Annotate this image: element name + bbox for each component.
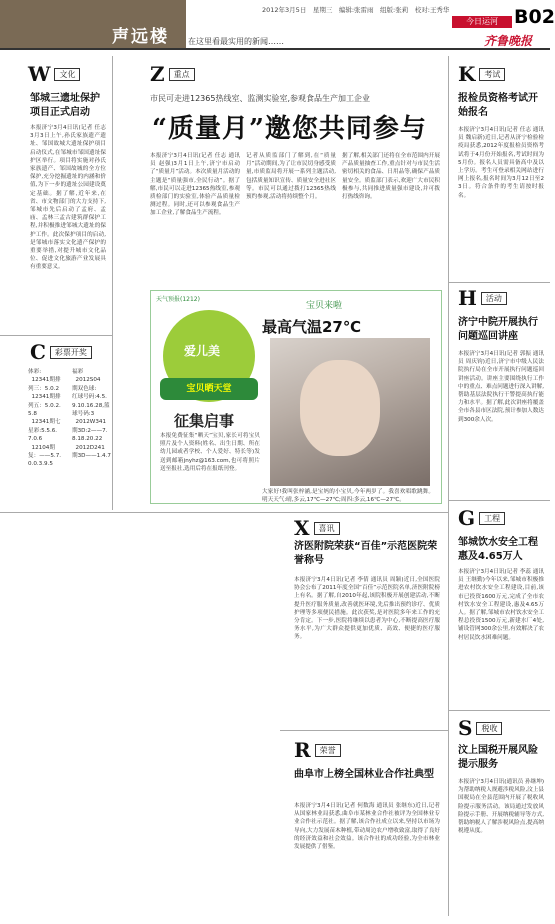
culture-headline: 邹城三遗址保护项目正式启动 xyxy=(30,93,100,118)
focus-body-col3: 据了解,相关部门还将在全市范围内开展产品质量抽查工作,重点针对与市民生活密切相关的食品、日用品等,确保产品质量安全。质监部门表示,欢迎广大市民积极参与,共同推进质量强市建设,并可拨打热线咨询。 xyxy=(342,153,440,201)
weather-headline: 最高气温27℃ xyxy=(262,318,362,336)
section-letter: R xyxy=(294,738,311,762)
section-label: 文化 xyxy=(54,68,80,81)
section-divider xyxy=(280,730,448,731)
section-letter: K xyxy=(458,62,476,86)
culture-section-header xyxy=(28,62,80,86)
paper-name: 齐鲁晚报 xyxy=(484,34,533,48)
focus-body-col2: 记者从质监部门了解到,在“质量月”活动期间,为了让市民切身感受质量,市质监局将开展一系列主题活动,包括质量知识宣传、质量安全进社区等。市民可以通过拨打12365热线预约参观,活动将持续整个月。 xyxy=(246,153,336,201)
xiqing-section-header xyxy=(294,516,340,540)
rongyu-headline: 曲阜市上榜全国林业合作社典型 xyxy=(294,769,434,780)
xiqing-headline: 济医附院荣获“百佳”示范医院荣誉称号 xyxy=(294,541,438,566)
notice-body: 本报免费征集“晒天”宝贝,家长可将宝贝照片及个人资料(姓名、出生日期、所在幼儿园或者学校、个人爱好、特长等)发送到邮箱jnyhz@163.com,也可将照片送至报社,选用后将在报纸刊登。 xyxy=(160,433,260,472)
exam-headline: 报检员资格考试开始报名 xyxy=(458,93,538,118)
engineering-body: 本报济宁3月4日讯(记者 李蕊 通讯员 王继勤)今年以来,邹城市积极推进农村饮水安全工程建设,目前,该市已投资1600万元,完成了全市农村饮水安全工程建设,惠及4.65万人。据了解,邹城市农村饮水安全工程总投资1500万元,新建水厂4处,铺设管网300余公里,有效解决了农村居民饮水困难问题。 xyxy=(458,569,544,641)
activity-section-header xyxy=(458,286,507,310)
xiqing-body: 本报济宁3月4日讯(记者 李倩 通讯员 周颖)近日,全国医院协会公布了2011年度全国“百佳”示范医院名单,济医附院榜上有名。据了解,自2010年起,该院积极开展创建活动,不断提升医疗服务质量,改善就医环境,先后推出预约诊疗、优质护理等多项便民措施。此次获奖,是对医院多年来工作的充分肯定。下一步,医院将继续以患者为中心,不断提高医疗服务水平,为广大群众提供更加优质、高效、便捷的医疗服务。 xyxy=(294,577,440,641)
column-divider xyxy=(448,56,449,916)
section-divider xyxy=(0,512,448,513)
baby-banner: 宝贝晒天堂 xyxy=(160,378,258,400)
section-label: 荣誉 xyxy=(315,744,341,757)
lottery-sports: 体彩: 12341期排 列三：5.0.2 12341期排 列五：5.0.2. 5.8 12341期七 星彩:5.5.6. 7.0.6 12104期 复：——5.7. 0.0.3.9.5 xyxy=(28,369,62,468)
section-slogan: 在这里看最实用的新闻…… xyxy=(188,37,284,46)
activity-headline: 济宁中院开展执行问题巡回讲座 xyxy=(458,317,538,342)
focus-headline: “质量月”邀您共同参与 xyxy=(152,114,427,144)
section-divider xyxy=(448,500,550,501)
section-logo: 声远楼 xyxy=(112,27,169,47)
weather-label: 天气预报(1212) xyxy=(156,296,200,303)
section-divider xyxy=(0,335,112,336)
weather-caption: 大家好!我叫张梓涵,是宝妈的小宝贝,今年两岁了。我喜欢唱歌跳舞。明天天气:晴,多云,17℃—27℃;周四:多云,16℃—27℃。 xyxy=(262,489,434,504)
focus-subhead: 市民可走进12365热线室、监测实验室,参观食品生产加工企业 xyxy=(150,94,370,103)
section-letter: Z xyxy=(150,62,165,86)
section-letter: G xyxy=(458,506,476,530)
section-label: 活动 xyxy=(481,292,507,305)
activity-body: 本报济宁3月4日讯(记者 郭振 通讯员 周庆钧)近日,济宁市中级人民法院执行局在全市开展执行问题巡回讲座活动。讲座主要围绕执行工作中的重点、难点问题进行深入讲解,帮助基层法院执行干警提高执行能力和水平。据了解,此次讲座将覆盖全市各县市区法院,预计参加人数达到300余人次。 xyxy=(458,351,544,423)
focus-body-col1: 本报济宁3月4日讯(记者 任志 通讯员 赵强)3月1日上午,济宁市启动了“质量月”活动。本次质量月活动的主题是“质量强市,全民行动”。据了解,市民可以走进12365热线室,参观质检部门的实验室,体验产品质量检测过程。同时,还可以参观食品生产加工企业,了解食品生产流程。 xyxy=(150,153,240,217)
page-number: B02 xyxy=(514,6,555,28)
today-tag: 今日运河 xyxy=(452,16,512,28)
engineering-section-header xyxy=(458,506,505,530)
section-label: 重点 xyxy=(169,68,195,81)
weather-kicker: 宝贝来啦 xyxy=(306,301,343,311)
column-divider xyxy=(112,56,113,510)
section-letter: S xyxy=(458,716,473,740)
focus-section-header xyxy=(150,62,195,86)
section-letter: W xyxy=(28,62,51,86)
child-photo-face xyxy=(300,360,380,456)
exam-section-header xyxy=(458,62,505,86)
engineering-headline: 邹城饮水安全工程惠及4.65万人 xyxy=(458,537,538,562)
lottery-welfare: 福彩 2012S04 期双色球: 红球号码:4.5. 9.10.16.28,篮 球号码:3 2012W341 期3D:2——7. 8.18.20.22 2012D241 期3D——1.4.7 xyxy=(72,369,111,460)
lottery-section-header xyxy=(30,340,92,364)
masthead-rule xyxy=(0,48,550,50)
rongyu-section-header xyxy=(294,738,341,762)
rongyu-body: 本报济宁3月4日讯(记者 何数海 通讯员 张继东)近日,记者从国家林业局获悉,曲阜市某林业合作社被评为全国林业专业合作社示范社。据了解,该合作社成立以来,坚持以市场为导向,大力发展苗木种植,带动周边农户增收致富,取得了良好的经济效益和社会效益。该合作社的成功经验,为全市林业发展提供了借鉴。 xyxy=(294,803,440,851)
dateline: 2012年3月5日 星期三 编辑:张雷雨 组版:张莉 校对:王秀华 xyxy=(262,6,450,14)
section-letter: X xyxy=(294,516,310,540)
section-label: 工程 xyxy=(479,512,505,525)
culture-body: 本报济宁3月4日讯(记者 任志 3月3日上午,孙氏家族遗产遗址、邹国故城大遗址保护项目启动仪式,在邹城市邹国遗址保护区举行。项目将实施对孙氏家族遗产、邹国故城的全方位保护,充分挖掘遗址的内涵和价值,为下一步的遗址公园建设奠定基础。据了解,近年来,在省、市文物部门的大力支持下,邹城市先后启动了孟府、孟庙、孟林三孟古建筑群保护工程,并积极推进邹城大遗址的保护工作。此次保护项目的启动,是邹城市落实文化遗产保护的重要举措,对提升城市文化品位、促进文化旅游产业发展具有重要意义。 xyxy=(30,125,106,271)
section-label: 喜讯 xyxy=(314,522,340,535)
tax-section-header xyxy=(458,716,502,740)
baby-logo-text: 爱儿美 xyxy=(184,344,221,358)
section-letter: H xyxy=(458,286,477,310)
section-label: 彩票开奖 xyxy=(50,346,92,359)
notice-title: 征集启事 xyxy=(174,412,235,430)
tax-headline: 汶上国税开展风险提示服务 xyxy=(458,745,538,770)
section-divider xyxy=(448,282,550,283)
section-letter: C xyxy=(30,340,46,364)
section-label: 税收 xyxy=(476,722,502,735)
exam-body: 本报济宁3月4日讯(记者 任志 通讯员 魏启新)近日,记者从济宁检验检疫局获悉,2012年度报检员资格考试将于4月份开始报名,考试时间为5月份。报名人员需具备高中及以上学历。考生可登录相关网站进行网上报名,报名时间为3月12日至23日。符合条件的考生请按时报名。 xyxy=(458,127,544,199)
section-divider xyxy=(448,710,550,711)
tax-body: 本报济宁3月4日讯(通讯员 孙继坤)为帮助纳税人规避涉税风险,汶上县国税局在全县范围内开展了税收风险提示服务活动。该局通过发放风险提示手册、开展纳税辅导等方式,帮助纳税人了解涉税风险点,提高纳税遵从度。 xyxy=(458,779,544,835)
section-label: 考试 xyxy=(479,68,505,81)
